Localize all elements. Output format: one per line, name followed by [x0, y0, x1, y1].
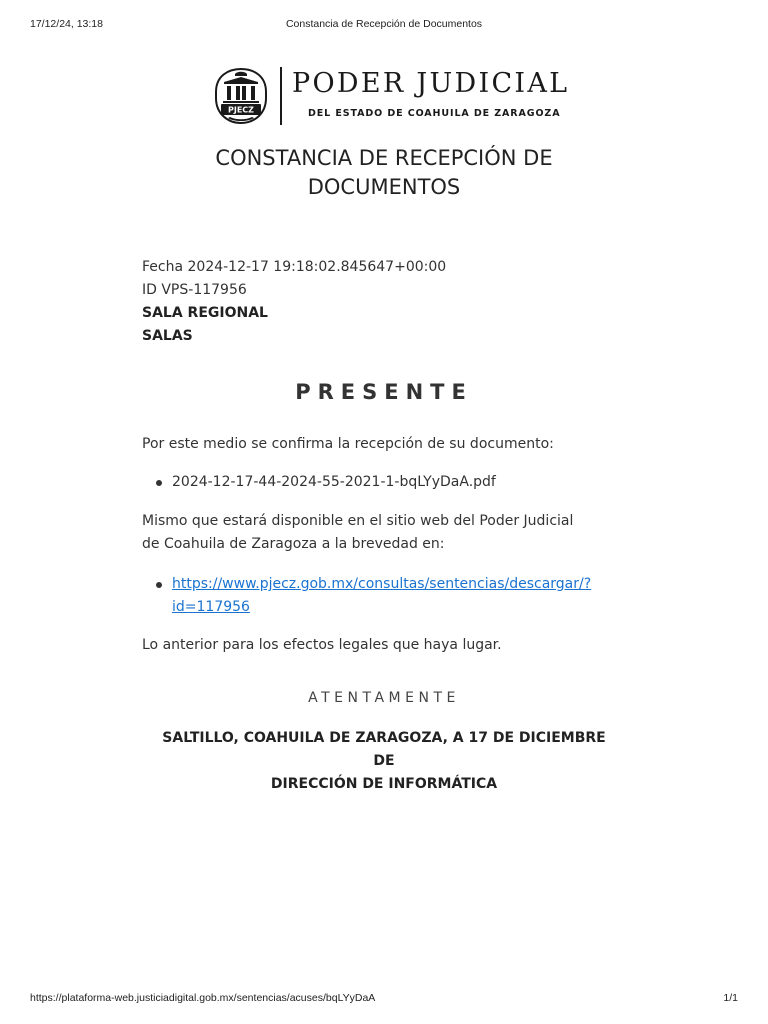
legal-paragraph: Lo anterior para los efectos legales que haya lugar.	[142, 637, 502, 653]
download-link[interactable]: https://www.pjecz.gob.mx/consultas/sentencias/descargar/? id=117956	[172, 576, 592, 615]
logo-name: PODER JUDICIAL	[292, 68, 570, 99]
logo-divider	[280, 67, 282, 125]
print-document-title: Constancia de Recepción de Documentos	[285, 18, 483, 30]
closing-block	[150, 727, 618, 796]
id-line: ID VPS-117956	[142, 282, 247, 298]
bullet-icon	[156, 582, 162, 588]
bullet-icon	[156, 480, 162, 486]
closing-line2: DIRECCIÓN DE INFORMÁTICA	[270, 776, 498, 792]
atentamente-heading: ATENTAMENTE	[308, 690, 460, 706]
closing-line1: SALTILLO, COAHUILA DE ZARAGOZA, A 17 DE DICIEMBRE DE	[162, 730, 606, 769]
courthouse-emblem-icon	[210, 66, 272, 126]
print-header	[0, 18, 768, 34]
page-title	[184, 144, 584, 202]
fecha-line: Fecha 2024-12-17 19:18:02.845647+00:00	[142, 259, 447, 275]
page-title-line2: DOCUMENTOS	[307, 175, 461, 199]
print-footer	[0, 992, 768, 1008]
confirm-paragraph: Por este medio se confirma la recepción de su documento:	[142, 436, 554, 452]
receipt-info	[142, 256, 582, 348]
page-number: 1/1	[723, 992, 738, 1004]
available-paragraph: Mismo que estará disponible en el sitio web del Poder Judicial de Coahuila de Zaragoza a la brevedad en:	[142, 513, 574, 552]
page-title-line1: CONSTANCIA DE RECEPCIÓN DE	[215, 146, 553, 170]
file-name: 2024-12-17-44-2024-55-2021-1-bqLYyDaA.pdf	[172, 474, 496, 490]
sala-line: SALA REGIONAL	[142, 305, 268, 321]
salas-line: SALAS	[142, 328, 193, 344]
print-datetime: 17/12/24, 13:18	[30, 18, 103, 30]
emblem-label: PJECZ	[228, 105, 254, 115]
print-url: https://plataforma-web.justiciadigital.gob.mx/sentencias/acuses/bqLYyDaA	[30, 992, 376, 1004]
poder-judicial-logo	[210, 64, 570, 130]
presente-heading: PRESENTE	[295, 380, 473, 404]
logo-subtitle: DEL ESTADO DE COAHUILA DE ZARAGOZA	[308, 108, 561, 119]
